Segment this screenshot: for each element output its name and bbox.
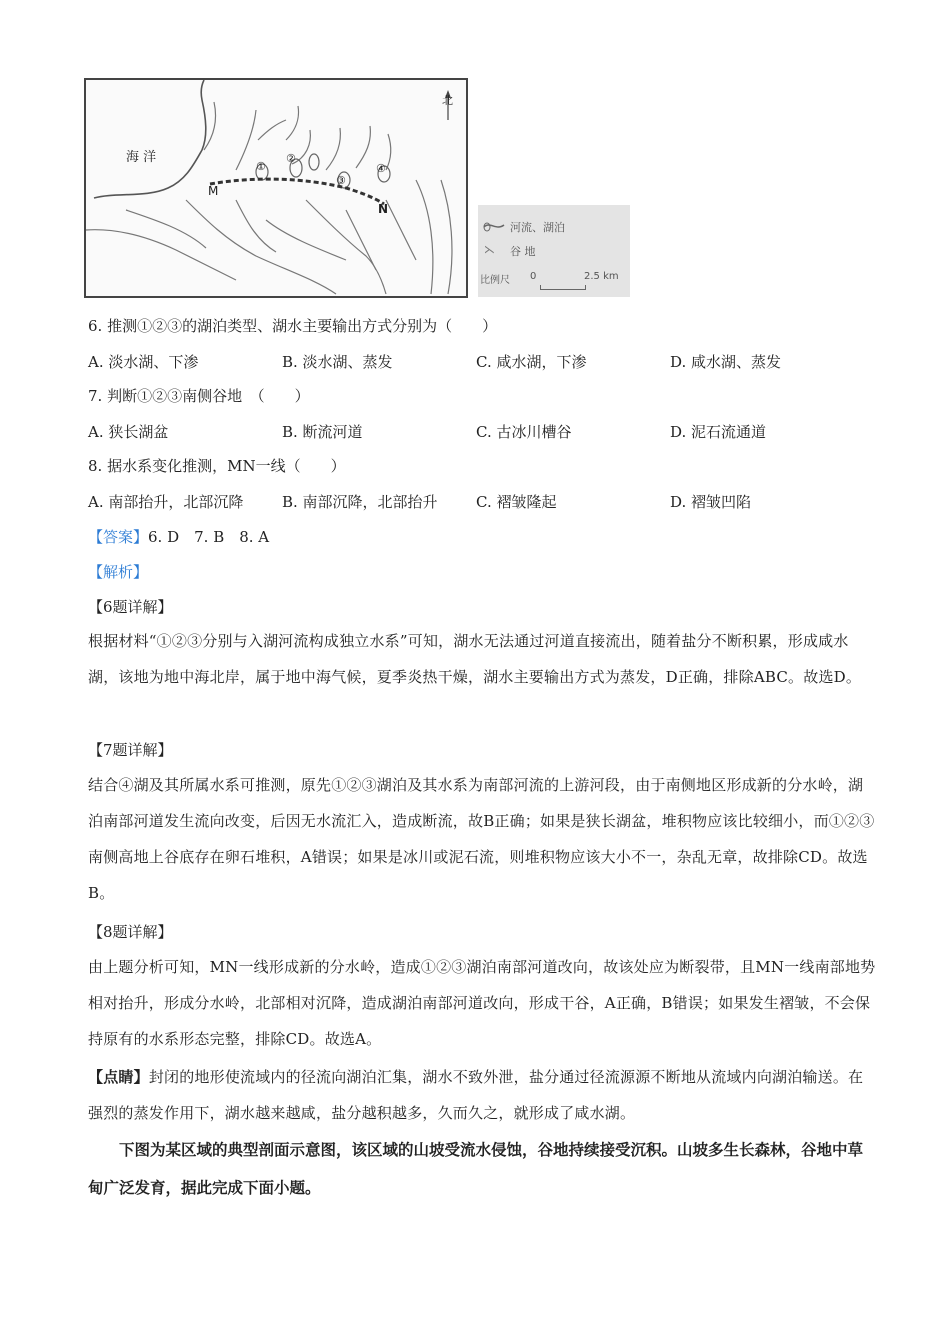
question-7-stem: 7. 判断①②③南侧谷地 （ ） <box>88 387 310 405</box>
point-n-label: N <box>378 202 389 216</box>
legend-river-lake: 河流、湖泊 <box>510 221 565 234</box>
question-8-option-c: C. 褶皱隆起 <box>476 493 557 511</box>
detail-7-heading: 【7题详解】 <box>88 741 173 759</box>
river-map-svg <box>86 80 466 296</box>
next-section-intro: 下图为某区域的典型剖面示意图，该区域的山坡受流水侵蚀，谷地持续接受沉积。山坡多生长森林，谷地中草甸广泛发育，据此完成下面小题。 <box>88 1141 864 1197</box>
detail-8-text: 由上题分析可知，MN一线形成新的分水岭，造成①②③湖泊南部河道改向，故该处应为断裂带，且MN一线南部地势相对抬升，形成分水岭，北部相对沉降，造成湖泊南部河道改向，形成干谷，A正确，B错误；如果发生褶皱，不会保持原有的水系形态完整，排除CD。故选A。 <box>88 958 876 1048</box>
question-7-option-d: D. 泥石流通道 <box>670 423 767 441</box>
coastline <box>94 80 206 198</box>
lake-marker-1: ① <box>256 160 266 173</box>
river-lake-legend-icon <box>482 219 506 233</box>
detail-8-heading: 【8题详解】 <box>88 923 173 941</box>
lake-marker-4: ④ <box>376 162 386 175</box>
question-6-stem: 6. 推测①②③的湖泊类型、湖水主要输出方式分别为（ ） <box>88 317 498 335</box>
scale-bar <box>540 285 586 290</box>
north-label: 北 <box>442 94 453 107</box>
legend-scale-label: 比例尺 <box>480 275 510 286</box>
detail-6-heading: 【6题详解】 <box>88 598 173 616</box>
question-8-option-d: D. 褶皱凹陷 <box>670 493 752 511</box>
question-6-option-b: B. 淡水湖、蒸发 <box>282 353 393 371</box>
point-m-label: M <box>208 184 219 198</box>
detail-7-text: 结合④湖及其所属水系可推测，原先①②③湖泊及其水系为南部河流的上游河段，由于南侧地区形成新的分水岭，湖泊南部河道发生流向改变，后因无水流汇入，造成断流，故B正确；如果是狭长湖盆，堆积物应该比较细小，而①②③南侧高地上谷底存在卵石堆积，A错误；如果是冰川或泥石流，则堆积物应该大小不一，杂乱无章，故排除CD。故选B。 <box>88 776 875 902</box>
answer-text: 6. D 7. B 8. A <box>148 528 270 546</box>
lake-marker-2: ② <box>286 152 296 165</box>
map-figure <box>84 78 468 298</box>
question-6-option-c: C. 咸水湖，下渗 <box>476 353 587 371</box>
detail-6-text: 根据材料“①②③分别与入湖河流构成独立水系”可知，湖水无法通过河道直接流出，随着盐分不断积累，形成咸水湖，该地为地中海北岸，属于地中海气候，夏季炎热干燥，湖水主要输出方式为蒸发，D正确，排除ABC。故选D。 <box>88 632 862 686</box>
analysis-label: 【解析】 <box>88 563 149 581</box>
question-7-option-c: C. 古冰川槽谷 <box>476 423 572 441</box>
valley-legend-icon: ⋋ <box>484 243 495 256</box>
tip-paragraph <box>88 1059 878 1131</box>
question-8-stem: 8. 据水系变化推测，MN一线（ ） <box>88 457 346 475</box>
question-8-option-a: A. 南部抬升，北部沉降 <box>88 493 244 511</box>
answer-line <box>88 527 269 547</box>
lake-marker-3: ③ <box>336 174 346 187</box>
legend-scale-zero: 0 <box>530 271 537 282</box>
legend-valley: 谷 地 <box>510 245 536 258</box>
map-legend <box>478 205 630 297</box>
question-8-option-b: B. 南部沉降，北部抬升 <box>282 493 438 511</box>
rivers <box>86 102 452 294</box>
question-7-option-a: A. 狭长湖盆 <box>88 423 169 441</box>
tip-label: 【点睛】 <box>88 1068 149 1086</box>
question-7-option-b: B. 断流河道 <box>282 423 363 441</box>
legend-scale-value: 2.5 km <box>584 271 619 282</box>
question-6-option-a: A. 淡水湖、下渗 <box>88 353 199 371</box>
answer-label: 【答案】 <box>88 528 149 546</box>
question-6-option-d: D. 咸水湖、蒸发 <box>670 353 782 371</box>
sea-label: 海 洋 <box>126 150 157 165</box>
tip-text: 封闭的地形使流域内的径流向湖泊汇集，湖水不致外泄，盐分通过径流源源不断地从流域内向湖泊输送。在强烈的蒸发作用下，湖水越来越咸，盐分越积越多，久而久之，就形成了咸水湖。 <box>88 1068 864 1122</box>
